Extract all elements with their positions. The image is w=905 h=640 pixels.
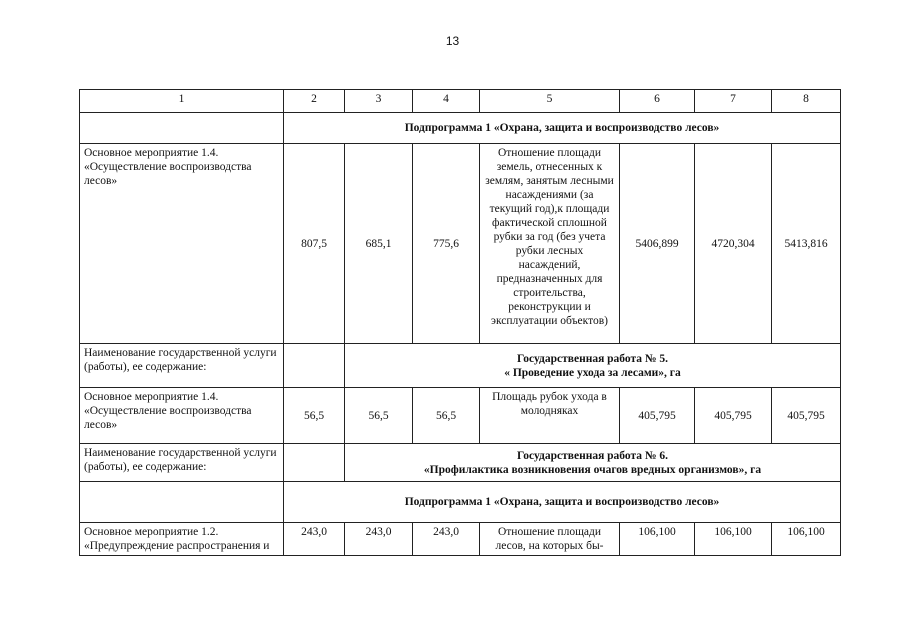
- activity-cell: Основное мероприятие 1.4. «Осуществление воспроизводства лесов»: [80, 388, 284, 444]
- subprogram-row: [80, 113, 841, 144]
- value-cell: 56,5: [345, 388, 413, 444]
- indicator-cell: Площадь рубок ухода в молодняках: [480, 388, 620, 444]
- service-label: Наименование государственной услуги (работы), ее содержание:: [80, 444, 284, 482]
- empty-cell: [284, 344, 345, 388]
- value-cell: 106,100: [620, 523, 695, 556]
- empty-cell: [80, 113, 284, 144]
- header-cell: 3: [345, 90, 413, 113]
- service-subtitle: « Проведение ухода за лесами», га: [504, 366, 681, 379]
- service-label: Наименование государственной услуги (работы), ее содержание:: [80, 344, 284, 388]
- indicator-cell: Отношение площади лесов, на которых бы-: [480, 523, 620, 556]
- service-title: Государственная работа № 6.: [517, 449, 668, 462]
- service-row: [80, 344, 841, 388]
- table-row: [80, 388, 841, 444]
- header-cell: 2: [284, 90, 345, 113]
- service-title: Государственная работа № 5.: [517, 352, 668, 365]
- empty-cell: [284, 444, 345, 482]
- subprogram-title: Подпрограмма 1 «Охрана, защита и воспроизводство лесов»: [284, 482, 841, 523]
- subprogram-title: Подпрограмма 1 «Охрана, защита и воспроизводство лесов»: [284, 113, 841, 144]
- header-cell: 6: [620, 90, 695, 113]
- page-number: 13: [445, 34, 460, 48]
- header-cell: 4: [413, 90, 480, 113]
- value-cell: 243,0: [345, 523, 413, 556]
- header-cell: 8: [772, 90, 841, 113]
- table-row: [80, 144, 841, 344]
- header-cell: 5: [480, 90, 620, 113]
- activity-cell: Основное мероприятие 1.2. «Предупреждение распространения и: [80, 523, 284, 556]
- service-title-cell: [345, 444, 841, 482]
- subprogram-row: [80, 482, 841, 523]
- value-cell: 405,795: [620, 388, 695, 444]
- value-cell: 106,100: [772, 523, 841, 556]
- value-cell: 106,100: [695, 523, 772, 556]
- header-row: [80, 90, 841, 113]
- empty-cell: [80, 482, 284, 523]
- value-cell: 685,1: [345, 144, 413, 344]
- value-cell: 56,5: [284, 388, 345, 444]
- value-cell: 56,5: [413, 388, 480, 444]
- indicators-table: [79, 89, 841, 556]
- value-cell: 405,795: [772, 388, 841, 444]
- value-cell: 243,0: [284, 523, 345, 556]
- value-cell: 5406,899: [620, 144, 695, 344]
- service-row: [80, 444, 841, 482]
- header-cell: 1: [80, 90, 284, 113]
- value-cell: 4720,304: [695, 144, 772, 344]
- service-title-cell: [345, 344, 841, 388]
- value-cell: 5413,816: [772, 144, 841, 344]
- value-cell: 405,795: [695, 388, 772, 444]
- value-cell: 807,5: [284, 144, 345, 344]
- activity-cell: Основное мероприятие 1.4. «Осуществление воспроизводства лесов»: [80, 144, 284, 344]
- value-cell: 775,6: [413, 144, 480, 344]
- service-subtitle: «Профилактика возникновения очагов вредных организмов», га: [423, 463, 762, 476]
- header-cell: 7: [695, 90, 772, 113]
- table-row: [80, 523, 841, 556]
- indicator-cell: Отношение площади земель, отнесенных к землям, занятым лесными насаждениями (за текущий год),к площади фактической сплошной рубки за год (без учета рубки лесных насаждений, предназначенных для строительства, реконструкции и эксплуатации объектов): [480, 144, 620, 344]
- value-cell: 243,0: [413, 523, 480, 556]
